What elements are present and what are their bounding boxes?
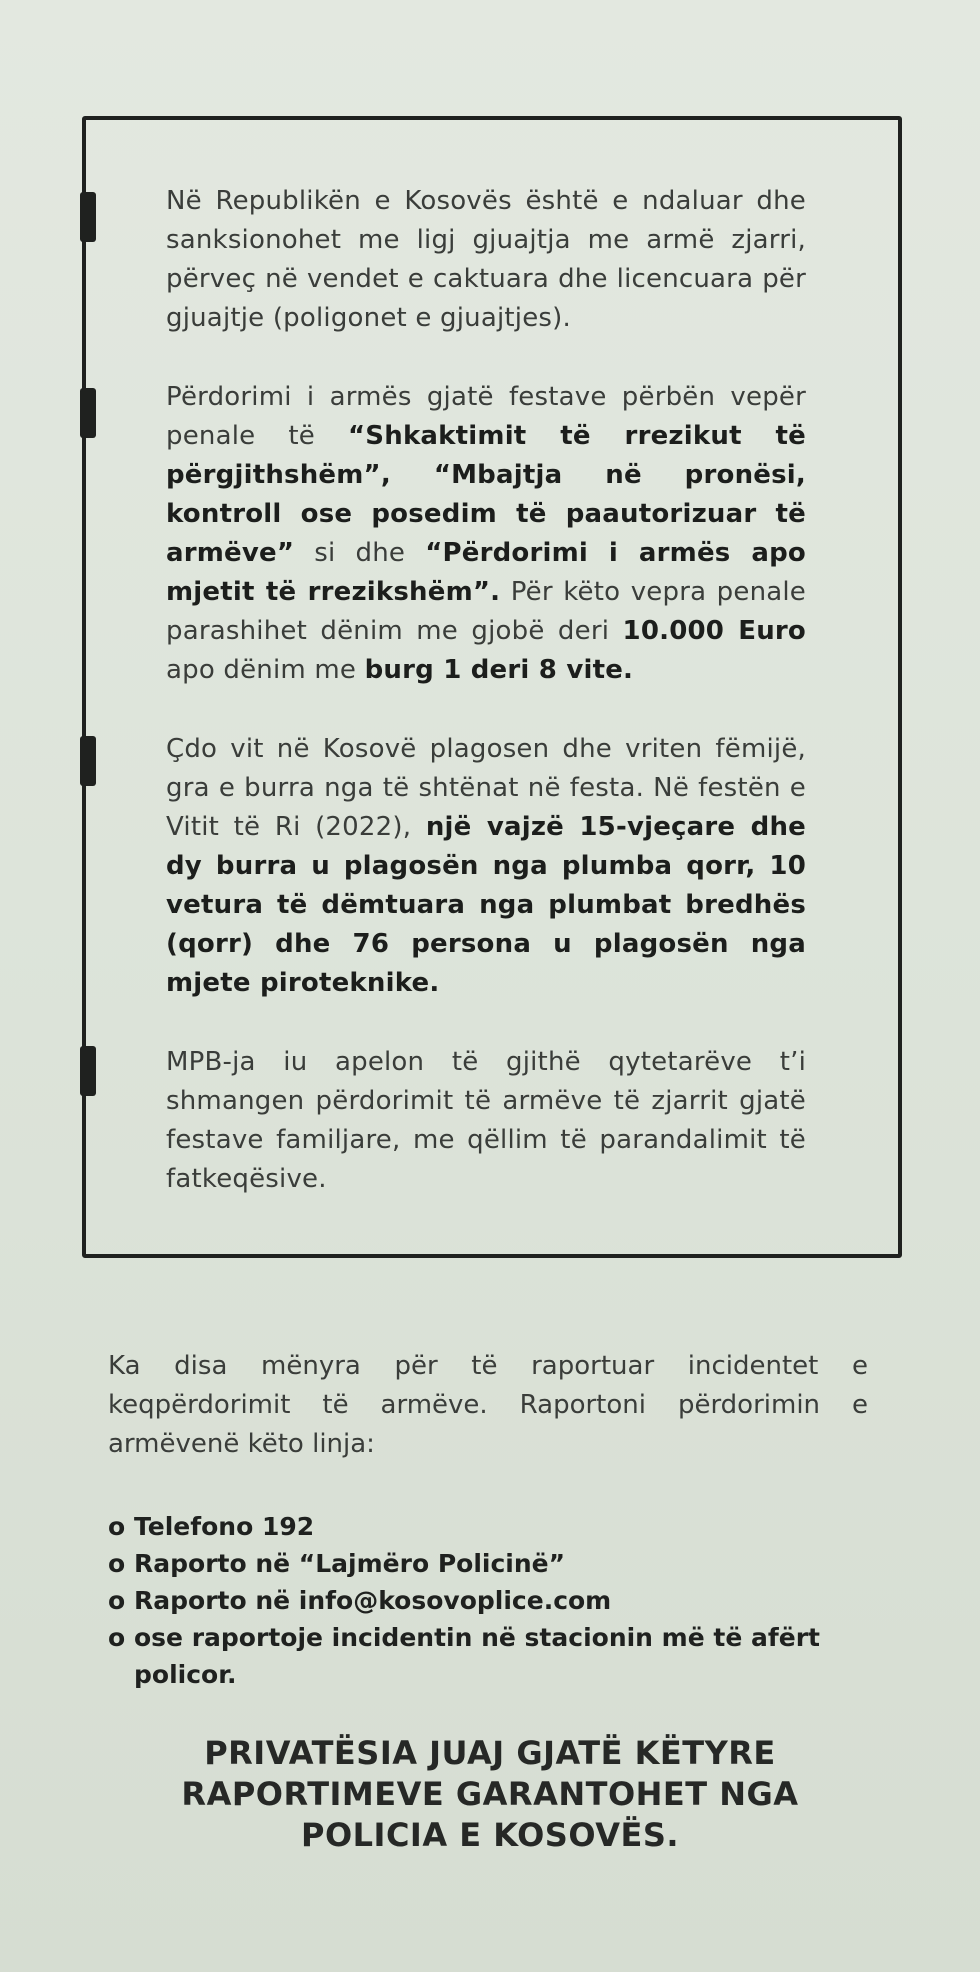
paragraph-appeal: MPB-ja iu apelon të gjithë qytetarëve t’i shmangen përdorimit të armëve të zjarrit gjatë festave familjare, me qëllim të parandalimit të fatkeqësive. [166, 1047, 806, 1194]
privacy-line: PRIVATËSIA JUAJ GJATË KËTYRE [204, 1734, 776, 1772]
text-segment: si dhe [294, 538, 426, 568]
privacy-statement [100, 1733, 880, 1856]
text-segment: Për këto vepra penale parashihet dënim me gjobë deri [166, 577, 807, 646]
bold-text: një vajzë 15-vjeçare dhe dy burra u plagosën nga plumba qorr, 10 vetura të dëmtuara nga plumbat bredhës (qorr) dhe 76 persona u plagosën nga mjete piroteknike. [166, 812, 806, 998]
privacy-line: RAPORTIMEVE GARANTOHET NGA [181, 1775, 799, 1813]
frame-content [166, 182, 806, 1239]
text-segment: Çdo vit në Kosovë plagosen dhe vriten fëmijë, gra e burra nga të shtënat në festa. Në festën e Vitit të Ri (2022), [166, 734, 806, 842]
frame-tab [80, 192, 96, 242]
list-item-text: Raporto në “Lajmëro Policinë” [134, 1549, 566, 1578]
list-item [108, 1545, 868, 1582]
frame-tab [80, 388, 96, 438]
frame-tab [80, 1046, 96, 1096]
list-item [108, 1619, 868, 1693]
bullet-icon: o [108, 1623, 126, 1652]
bold-text: burg 1 deri 8 vite. [364, 655, 634, 685]
reporting-list [108, 1508, 868, 1693]
paragraph-ban: Në Republikën e Kosovës është e ndaluar dhe sanksionohet me ligj gjuajtja me armë zjarri, përveç në vendet e caktuara dhe licencuara për gjuajtje (poligonet e gjuajtjes). [166, 186, 806, 333]
privacy-line: POLICIA E KOSOVËS. [300, 1816, 680, 1854]
list-item-text: Raporto në info@kosovoplice.com [134, 1586, 612, 1615]
bold-text: “Përdorimi i armës apo mjetit të rrezikshëm”. [166, 538, 806, 607]
bold-text: “Shkaktimit të rrezikut të përgjithshëm”, “Mbajtja në pronësi, kontroll ose posedim të paautorizuar të armëve” [166, 421, 806, 568]
info-frame [82, 116, 902, 1258]
paragraph-penalties [166, 378, 806, 690]
reporting-section [108, 1347, 868, 1693]
text-segment: Përdorimi i armës gjatë festave përbën vepër penale të [166, 382, 806, 451]
list-item [108, 1582, 868, 1619]
list-item-text: ose raportoje incidentin në stacionin më të afërt policor. [134, 1623, 820, 1689]
list-item [108, 1508, 868, 1545]
bold-text: 10.000 Euro [622, 616, 806, 646]
paragraph-incidents [166, 730, 806, 1003]
bullet-icon: o [108, 1512, 126, 1541]
bullet-icon: o [108, 1549, 126, 1578]
frame-tab [80, 736, 96, 786]
list-item-text: Telefono 192 [134, 1512, 315, 1541]
bullet-icon: o [108, 1586, 126, 1615]
text-segment: apo dënim me [166, 655, 365, 685]
reporting-intro: Ka disa mënyra për të raportuar incidentet e keqpërdorimit të armëve. Raportoni përdorimin e armëvenë këto linja: [108, 1351, 868, 1459]
